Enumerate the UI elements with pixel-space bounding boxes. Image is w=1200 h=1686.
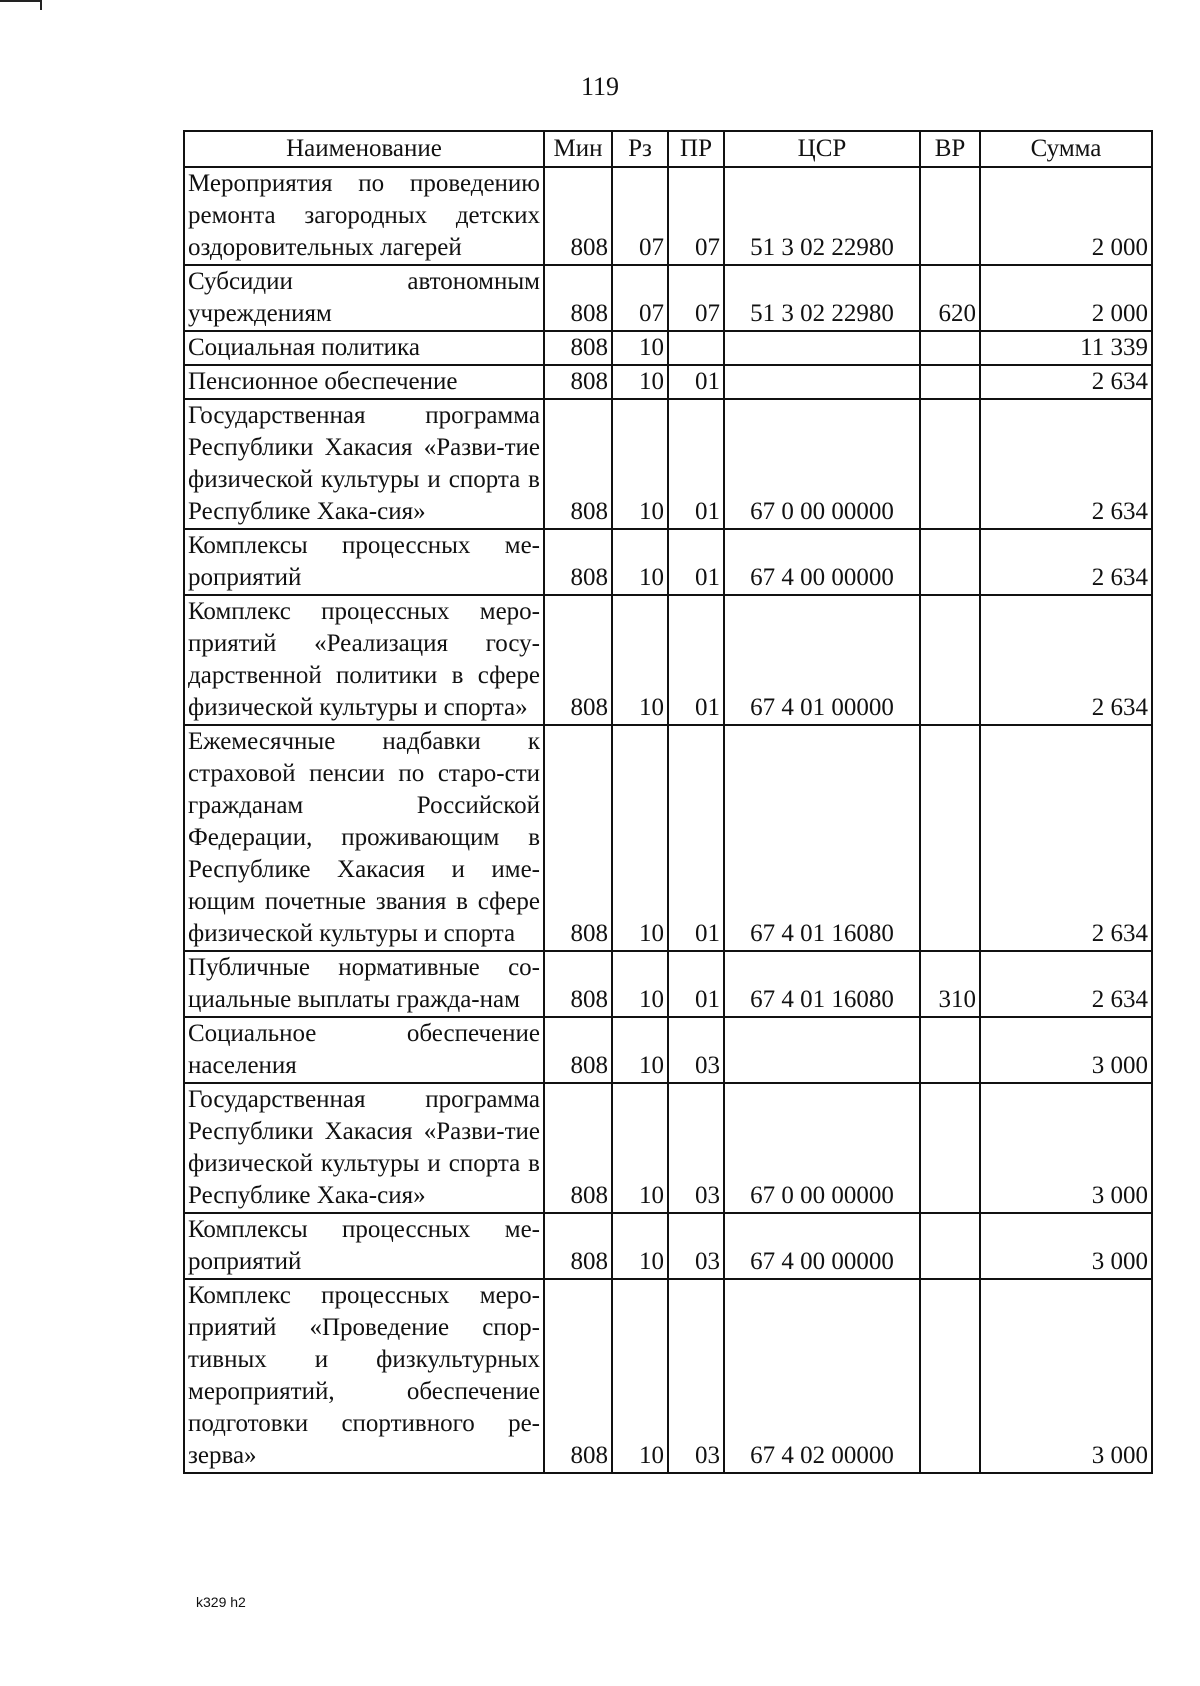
row-csr: 67 4 01 16080 xyxy=(724,951,920,1017)
row-min: 808 xyxy=(544,167,612,265)
row-min: 808 xyxy=(544,331,612,365)
row-pr: 07 xyxy=(668,167,724,265)
row-name: Комплексы процессных ме-роприятий xyxy=(184,529,544,595)
row-sum: 2 634 xyxy=(980,951,1152,1017)
row-pr: 03 xyxy=(668,1083,724,1213)
budget-table-container xyxy=(183,130,1151,1474)
row-vr xyxy=(920,1279,980,1473)
row-pr xyxy=(668,331,724,365)
table-row xyxy=(184,529,1152,595)
row-name: Социальное обеспечение населения xyxy=(184,1017,544,1083)
row-csr xyxy=(724,365,920,399)
row-vr xyxy=(920,725,980,951)
row-pr: 01 xyxy=(668,725,724,951)
footer-document-code: k329 h2 xyxy=(196,1594,246,1610)
row-csr: 67 4 02 00000 xyxy=(724,1279,920,1473)
scan-edge-mark xyxy=(0,0,40,2)
row-vr xyxy=(920,1083,980,1213)
header-pr: ПР xyxy=(668,131,724,167)
row-vr xyxy=(920,1017,980,1083)
row-rz: 10 xyxy=(612,1279,668,1473)
row-name: Пенсионное обеспечение xyxy=(184,365,544,399)
row-vr xyxy=(920,331,980,365)
row-sum: 2 634 xyxy=(980,595,1152,725)
row-rz: 10 xyxy=(612,529,668,595)
row-name: Социальная политика xyxy=(184,331,544,365)
row-pr: 01 xyxy=(668,399,724,529)
row-csr xyxy=(724,331,920,365)
budget-table xyxy=(183,130,1153,1474)
row-name: Комплекс процессных меро-приятий «Проведение спор-тивных и физкультурных мероприятий, обеспечение подготовки спортивного ре-зерва» xyxy=(184,1279,544,1473)
row-name: Комплексы процессных ме-роприятий xyxy=(184,1213,544,1279)
header-min: Мин xyxy=(544,131,612,167)
row-name: Мероприятия по проведению ремонта загородных детских оздоровительных лагерей xyxy=(184,167,544,265)
table-row xyxy=(184,265,1152,331)
row-min: 808 xyxy=(544,595,612,725)
header-sum: Сумма xyxy=(980,131,1152,167)
table-header-row xyxy=(184,131,1152,167)
row-pr: 01 xyxy=(668,595,724,725)
header-name: Наименование xyxy=(184,131,544,167)
row-csr: 67 4 00 00000 xyxy=(724,529,920,595)
row-pr: 01 xyxy=(668,529,724,595)
table-row xyxy=(184,365,1152,399)
row-rz: 10 xyxy=(612,725,668,951)
row-sum: 2 634 xyxy=(980,529,1152,595)
row-min: 808 xyxy=(544,399,612,529)
page-number: 119 xyxy=(580,72,620,101)
header-vr: ВР xyxy=(920,131,980,167)
row-rz: 10 xyxy=(612,1213,668,1279)
row-csr: 51 3 02 22980 xyxy=(724,265,920,331)
row-csr: 67 4 00 00000 xyxy=(724,1213,920,1279)
row-csr: 67 0 00 00000 xyxy=(724,1083,920,1213)
row-csr: 67 4 01 00000 xyxy=(724,595,920,725)
row-csr: 51 3 02 22980 xyxy=(724,167,920,265)
row-csr: 67 4 01 16080 xyxy=(724,725,920,951)
row-pr: 03 xyxy=(668,1213,724,1279)
row-pr: 03 xyxy=(668,1279,724,1473)
table-row xyxy=(184,167,1152,265)
scan-edge-mark-vertical xyxy=(40,0,42,10)
row-pr: 01 xyxy=(668,951,724,1017)
row-csr: 67 0 00 00000 xyxy=(724,399,920,529)
row-sum: 3 000 xyxy=(980,1213,1152,1279)
row-rz: 10 xyxy=(612,1083,668,1213)
row-sum: 2 000 xyxy=(980,265,1152,331)
row-min: 808 xyxy=(544,725,612,951)
row-rz: 10 xyxy=(612,1017,668,1083)
row-vr xyxy=(920,167,980,265)
row-min: 808 xyxy=(544,1083,612,1213)
row-sum: 3 000 xyxy=(980,1279,1152,1473)
row-name: Публичные нормативные со-циальные выплаты гражда-нам xyxy=(184,951,544,1017)
row-vr xyxy=(920,365,980,399)
row-rz: 07 xyxy=(612,265,668,331)
row-name: Государственная программа Республики Хакасия «Разви-тие физической культуры и спорта в Республике Хака-сия» xyxy=(184,1083,544,1213)
row-rz: 10 xyxy=(612,365,668,399)
table-row xyxy=(184,951,1152,1017)
table-row xyxy=(184,725,1152,951)
row-pr: 07 xyxy=(668,265,724,331)
row-rz: 10 xyxy=(612,331,668,365)
header-csr: ЦСР xyxy=(724,131,920,167)
row-sum: 2 634 xyxy=(980,365,1152,399)
row-vr xyxy=(920,595,980,725)
row-sum: 3 000 xyxy=(980,1017,1152,1083)
row-name: Субсидии автономным учреждениям xyxy=(184,265,544,331)
row-name: Ежемесячные надбавки к страховой пенсии по старо-сти гражданам Российской Федерации, проживающим в Республике Хакасия и име-ющим почетные звания в сфере физической культуры и спорта xyxy=(184,725,544,951)
table-row xyxy=(184,1279,1152,1473)
row-vr xyxy=(920,529,980,595)
row-min: 808 xyxy=(544,1279,612,1473)
row-rz: 10 xyxy=(612,595,668,725)
row-pr: 01 xyxy=(668,365,724,399)
row-rz: 10 xyxy=(612,399,668,529)
table-row xyxy=(184,1213,1152,1279)
row-min: 808 xyxy=(544,529,612,595)
row-pr: 03 xyxy=(668,1017,724,1083)
row-vr xyxy=(920,399,980,529)
row-min: 808 xyxy=(544,265,612,331)
row-min: 808 xyxy=(544,951,612,1017)
row-min: 808 xyxy=(544,1017,612,1083)
row-name: Комплекс процессных меро-приятий «Реализация госу-дарственной политики в сфере физической культуры и спорта» xyxy=(184,595,544,725)
row-rz: 10 xyxy=(612,951,668,1017)
row-rz: 07 xyxy=(612,167,668,265)
row-sum: 11 339 xyxy=(980,331,1152,365)
row-min: 808 xyxy=(544,365,612,399)
table-row xyxy=(184,1017,1152,1083)
row-sum: 3 000 xyxy=(980,1083,1152,1213)
table-row xyxy=(184,595,1152,725)
table-row xyxy=(184,1083,1152,1213)
row-vr: 620 xyxy=(920,265,980,331)
header-rz: Рз xyxy=(612,131,668,167)
row-csr xyxy=(724,1017,920,1083)
table-row xyxy=(184,331,1152,365)
row-sum: 2 000 xyxy=(980,167,1152,265)
row-sum: 2 634 xyxy=(980,399,1152,529)
row-min: 808 xyxy=(544,1213,612,1279)
row-vr: 310 xyxy=(920,951,980,1017)
row-sum: 2 634 xyxy=(980,725,1152,951)
table-row xyxy=(184,399,1152,529)
row-vr xyxy=(920,1213,980,1279)
row-name: Государственная программа Республики Хакасия «Разви-тие физической культуры и спорта в Республике Хака-сия» xyxy=(184,399,544,529)
